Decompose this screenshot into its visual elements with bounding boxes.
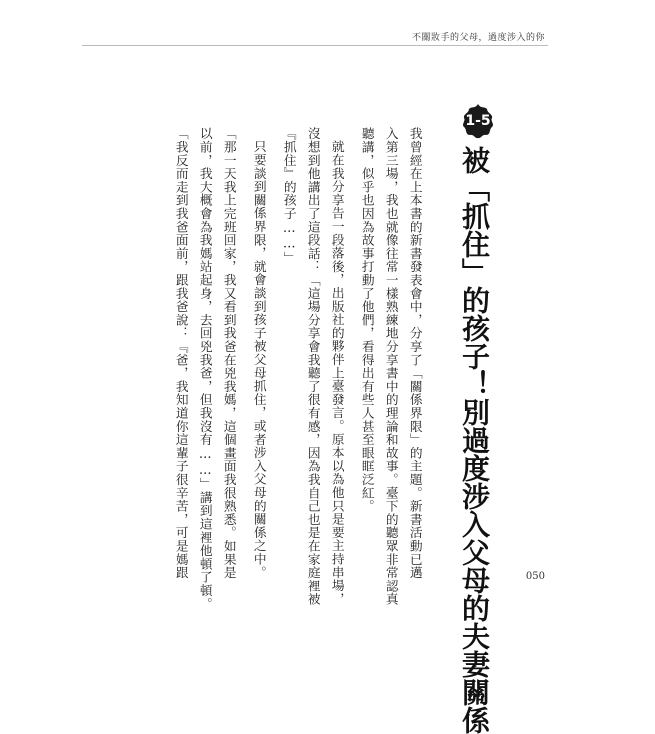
chapter-title: 被「抓住」的孩子！別過度涉入父母的夫妻關係	[458, 146, 491, 734]
body-line-4: 就在我分享告一段落後，出版社的夥伴上臺發言。原本以為他只是要主持串場，	[329, 140, 345, 606]
chapter-number-badge	[460, 103, 496, 139]
body-line-9: 以前，我大概會為我媽站起身，去回兇我爸，但我沒有……」講到這裡他頓了頓。	[197, 127, 213, 611]
body-line-5: 沒想到他講出了這段話：「這場分享會我聽了很有感，因為我自己也是在家庭裡被	[305, 127, 321, 606]
body-line-6: 『抓住』的孩子……」	[281, 127, 297, 265]
body-line-1: 我曾經在上本書的新書發表會中，分享了「關係界限」的主題。新書活動已邁	[407, 127, 423, 580]
body-line-7: 只要談到關係界限，就會談到孩子被父母抓住，或者涉入父母的關係之中。	[251, 140, 267, 579]
page-number: 050	[525, 571, 545, 582]
body-line-3: 聽講，似乎也因為故事打動了他們，看得出有些人甚至眼眶泛紅。	[359, 127, 375, 513]
header-rule	[82, 45, 548, 46]
body-line-8: 「那一天我上完班回家，我又看到我爸在兇我媽，這個畫面我很熟悉。如果是	[221, 127, 237, 580]
running-head: 不關妝手的父母，過度涉入的你	[411, 33, 545, 43]
chapter-number: 1-5	[465, 113, 491, 129]
body-line-10: 「我反而走到我爸面前，跟我爸說：『爸，我知道你這輩子很辛苦，可是媽跟	[173, 127, 189, 580]
body-line-2: 入第三場，我也就像往常一樣熟練地分享書中的理論和故事。臺下的聽眾非常認真	[383, 127, 399, 606]
